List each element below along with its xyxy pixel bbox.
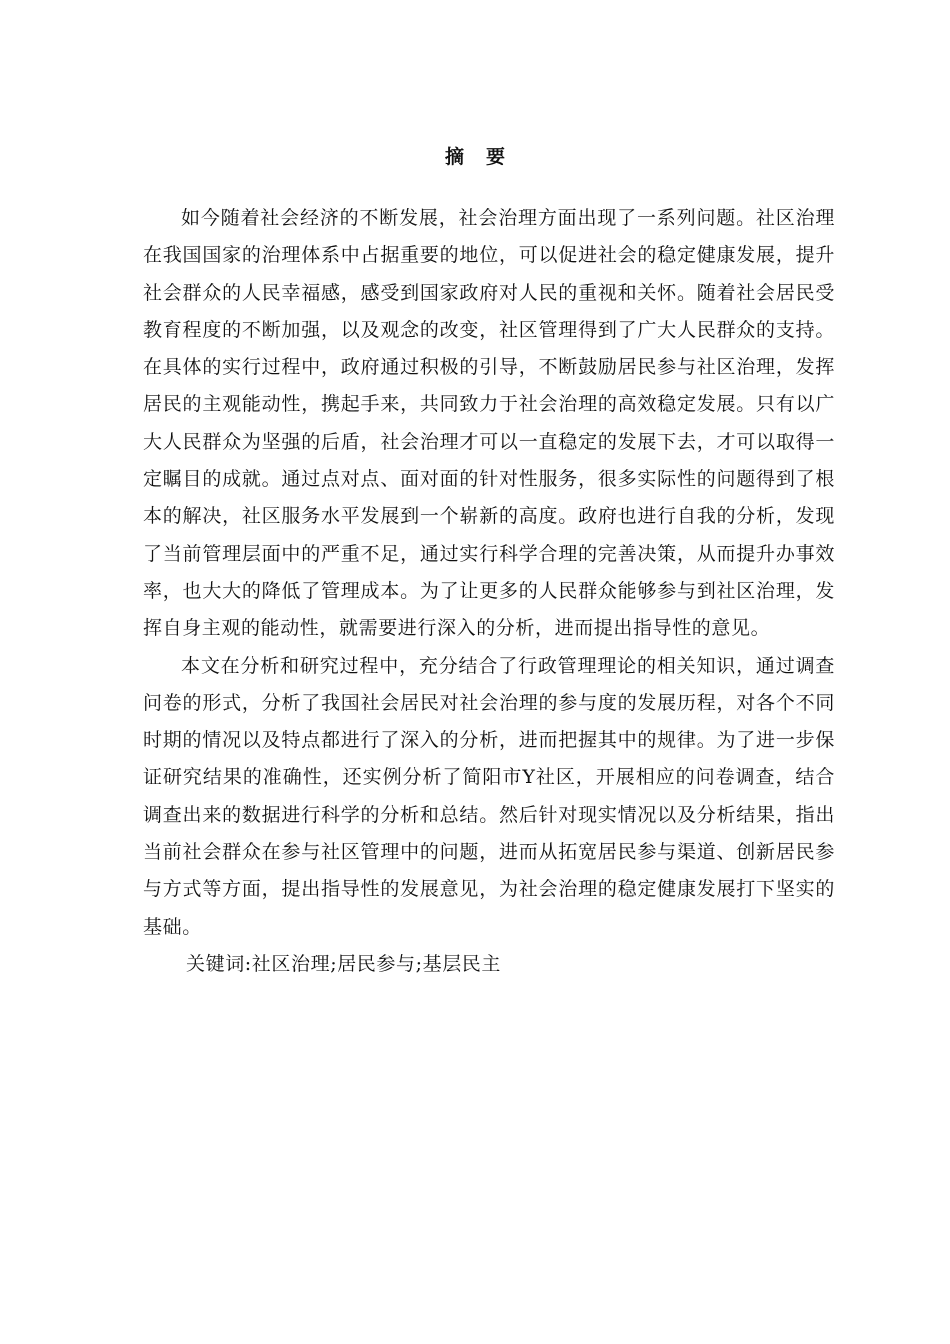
abstract-paragraph-1: 如今随着社会经济的不断发展，社会治理方面出现了一系列问题。社区治理在我国国家的治理体系中占据重要的地位，可以促进社会的稳定健康发展，提升社会群众的人民幸福感，感受到国家政府对人民的重视和关怀。随着社会居民受教育程度的不断加强，以及观念的改变，社区管理得到了广大人民群众的支持。在具体的实行过程中，政府通过积极的引导，不断鼓励居民参与社区治理，发挥居民的主观能动性，携起手来，共同致力于社会治理的高效稳定发展。只有以广大人民群众为坚强的后盾，社会治理才可以一直稳定的发展下去，才可以取得一定瞩目的成就。通过点对点、面对面的针对性服务，很多实际性的问题得到了根本的解决，社区服务水平发展到一个崭新的高度。政府也进行自我的分析，发现了当前管理层面中的严重不足，通过实行科学合理的完善决策，从而提升办事效率，也大大的降低了管理成本。为了让更多的人民群众能够参与到社区治理，发挥自身主观的能动性，就需要进行深入的分析，进而提出指导性的意见。 xyxy=(143,207,835,640)
page-title: 摘要 xyxy=(444,146,527,168)
abstract-body xyxy=(143,200,835,983)
keywords-line: 关键词:社区治理;居民参与;基层民主 xyxy=(186,952,502,975)
abstract-paragraph-2: 本文在分析和研究过程中，充分结合了行政管理理论的相关知识，通过调查问卷的形式，分析了我国社会居民对社会治理的参与度的发展历程，对各个不同时期的情况以及特点都进行了深入的分析，进而把握其中的规律。为了进一步保证研究结果的准确性，还实例分析了简阳市Y社区，开展相应的问卷调查，结合调查出来的数据进行科学的分析和总结。然后针对现实情况以及分析结果，指出当前社会群众在参与社区管理中的问题，进而从拓宽居民参与渠道、创新居民参与方式等方面，提出指导性的发展意见，为社会治理的稳定健康发展打下坚实的基础。 xyxy=(143,654,835,938)
